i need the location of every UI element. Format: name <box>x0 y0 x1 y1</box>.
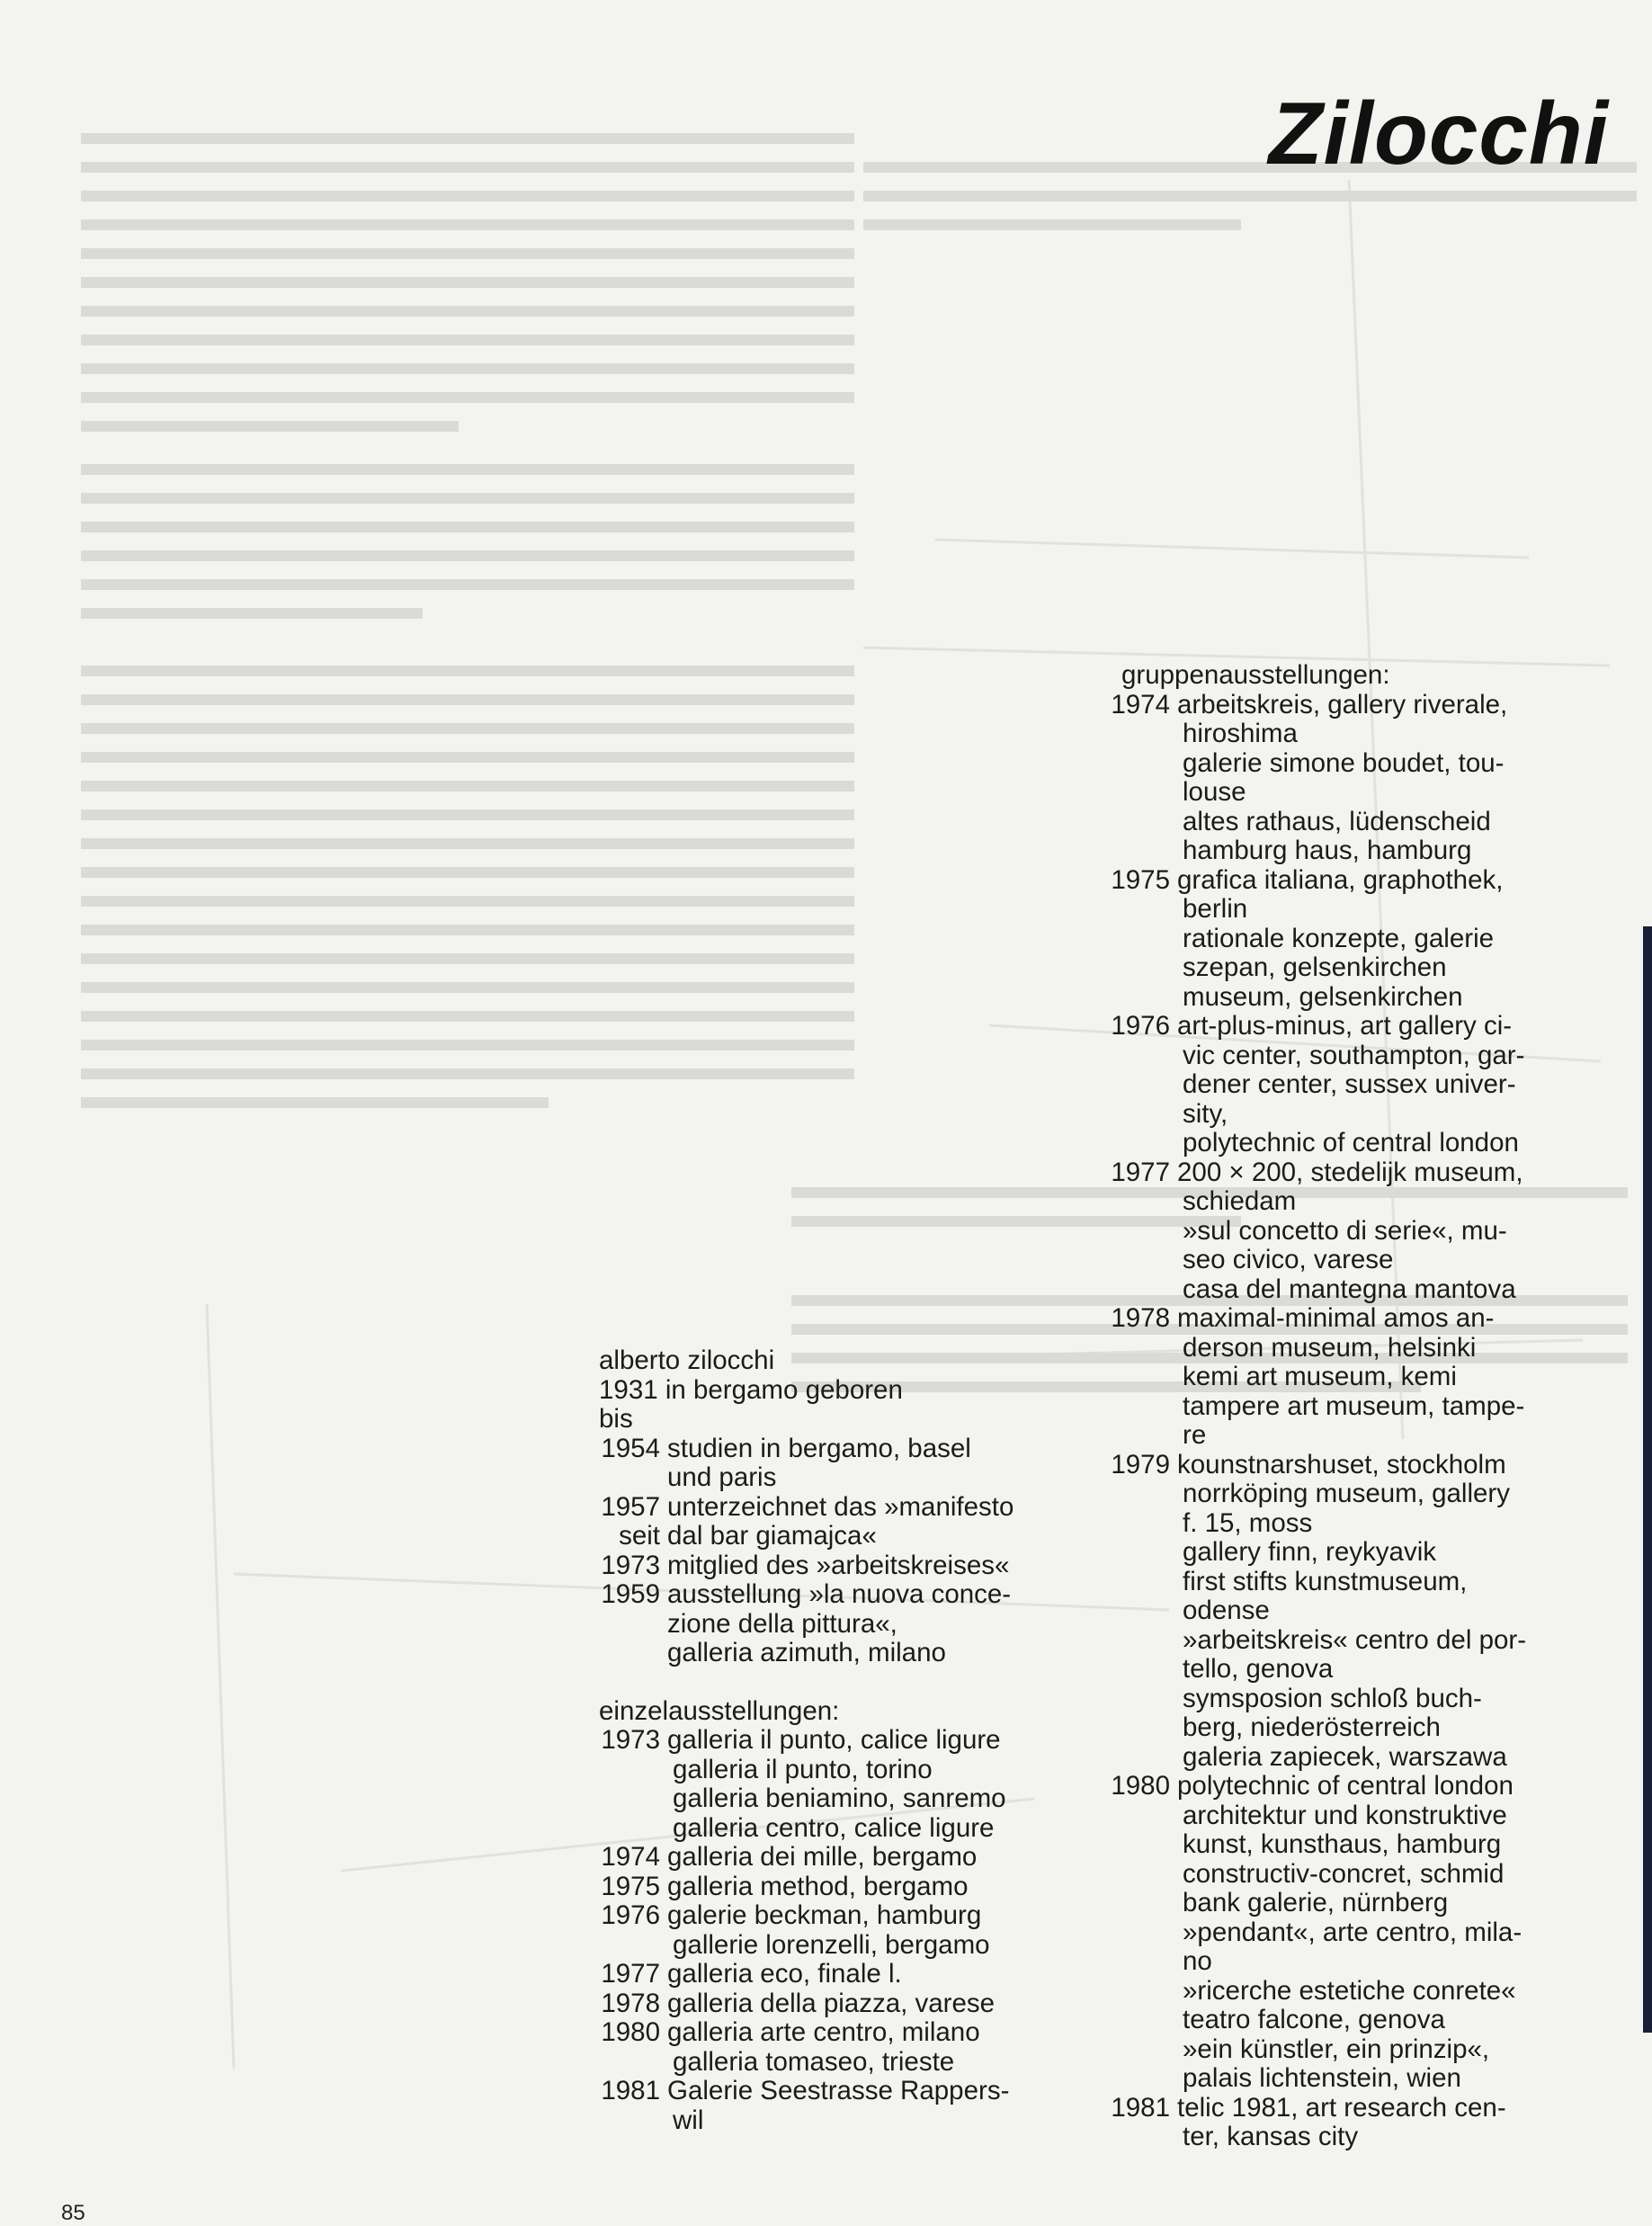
entry-text-line: no <box>1183 1946 1212 1976</box>
entry-year: 1973 <box>601 1550 660 1580</box>
entry-row <box>599 1901 1103 1960</box>
entry-row <box>1098 1304 1638 1451</box>
entry-text-line: bank galerie, nürnberg <box>1183 1888 1449 1918</box>
entry-lines <box>1177 1304 1524 1451</box>
entry-row <box>1098 866 1638 1013</box>
entry-text-line: re <box>1183 1420 1207 1450</box>
entry-lines <box>1177 866 1503 1013</box>
entry-lines <box>667 2077 1009 2135</box>
entry-lines <box>1177 691 1507 866</box>
entry-lines <box>667 1435 971 1493</box>
entry-text-line: 200 × 200, stedelijk museum, <box>1177 1157 1523 1187</box>
entry-lines <box>667 1551 1009 1581</box>
entry-year: 1975 <box>601 1871 660 1901</box>
entry-text-line: galleria dei mille, bergamo <box>667 1842 978 1872</box>
entry-year: 1954 <box>601 1433 660 1463</box>
entry-text-line: architektur und konstruktive <box>1183 1800 1507 1830</box>
entry-text-line: »arbeitskreis« centro del por- <box>1183 1624 1527 1655</box>
entry-year: 1978 <box>601 1988 660 2018</box>
entry-text-line: symsposion schloß buch- <box>1183 1683 1482 1713</box>
entry-year: 1980 <box>601 2017 660 2047</box>
entry-year: 1978 <box>1111 1303 1170 1333</box>
entry-text-line: teatro falcone, genova <box>1183 2005 1445 2034</box>
show-through-lines <box>81 126 854 1124</box>
entry-text-line: rationale konzepte, galerie <box>1183 923 1495 953</box>
entry-row <box>599 1435 1103 1493</box>
entry-text-line: kounstnarshuset, stockholm <box>1177 1449 1506 1480</box>
entry-text-line: »sul concetto di serie«, mu- <box>1183 1215 1507 1246</box>
entry-text-line: telic 1981, art research cen- <box>1177 2092 1506 2123</box>
entry-text-line: Galerie Seestrasse Rappers- <box>667 2076 1010 2105</box>
entry-text-line: galeria zapiecek, warszawa <box>1183 1741 1507 1772</box>
entry-row <box>1098 2094 1638 2152</box>
entry-text-line: casa del mantegna mantova <box>1183 1274 1516 1304</box>
entry-text-line: first stifts kunstmuseum, <box>1183 1566 1468 1596</box>
entry-text-line: galleria centro, calice ligure <box>673 1812 995 1843</box>
entry-year: seit <box>619 1521 660 1551</box>
entry-year: 1974 <box>1111 689 1170 720</box>
entry-text-line: galleria il punto, torino <box>673 1754 933 1784</box>
entry-year: 1981 <box>1111 2092 1170 2123</box>
entry-text-line: arbeitskreis, gallery riverale, <box>1177 689 1508 720</box>
entry-text-line: berg, niederösterreich <box>1183 1712 1441 1742</box>
entry-text-line: palais lichtenstein, wien <box>1183 2063 1461 2093</box>
entry-lines <box>667 2018 980 2077</box>
page-number: 85 <box>61 2201 85 2225</box>
entry-text-line: galleria tomaseo, trieste <box>673 2046 955 2077</box>
entry-year: 1975 <box>1111 864 1170 895</box>
solo-exhibitions-heading: einzelausstellungen: <box>599 1695 840 1726</box>
entry-year: 1981 <box>601 2076 660 2105</box>
entry-text-line: »ricerche estetiche conrete« <box>1183 1975 1516 2006</box>
entry-text-line: maximal-minimal amos an- <box>1177 1303 1495 1333</box>
entry-text-line: zione della pittura«, <box>667 1608 897 1639</box>
entry-text-line: ausstellung »la nuova conce- <box>667 1579 1012 1609</box>
show-through-text-left <box>81 126 854 1124</box>
entry-text-line: art-plus-minus, art gallery ci- <box>1177 1011 1513 1041</box>
entry-row <box>1098 1772 1638 2094</box>
entry-text-line: altes rathaus, lüdenscheid <box>1183 806 1491 836</box>
entry-text-line: louse <box>1183 777 1246 807</box>
entry-lines <box>667 1989 995 2019</box>
entry-text-line: kunst, kunsthaus, hamburg <box>1183 1829 1502 1859</box>
entry-row <box>599 1989 1103 2019</box>
entry-lines <box>667 1726 1006 1843</box>
entry-text-line: szepan, gelsenkirchen <box>1183 952 1447 982</box>
entry-lines <box>667 1901 990 1960</box>
entry-text-line: schiedam <box>1183 1186 1297 1216</box>
entry-text-line: berlin <box>1183 894 1248 924</box>
entry-text-line: constructiv-concret, schmid <box>1183 1858 1505 1889</box>
entry-lines <box>667 1580 1011 1668</box>
entry-year: 1977 <box>1111 1157 1170 1187</box>
entry-text-line: galleria il punto, calice ligure <box>667 1725 1001 1755</box>
group-exhibitions-list <box>1098 691 1638 2152</box>
entry-text-line: »ein künstler, ein prinzip«, <box>1183 2034 1490 2064</box>
entry-lines <box>667 1960 902 1989</box>
biography-list <box>599 1435 1103 1668</box>
entry-text-line: sity, <box>1183 1098 1228 1129</box>
entry-text-line: und paris <box>667 1462 777 1492</box>
entry-lines <box>1177 1772 1522 2094</box>
entry-text-line: hiroshima <box>1183 719 1298 748</box>
entry-text-line: galleria method, bergamo <box>667 1871 969 1901</box>
entry-text-line: polytechnic of central london <box>1177 1771 1514 1801</box>
entry-text-line: polytechnic of central london <box>1183 1128 1519 1158</box>
entry-text-line: galerie simone boudet, tou- <box>1183 747 1505 778</box>
page-title: Zilocchi <box>1268 84 1609 183</box>
entry-row <box>1098 691 1638 866</box>
entry-text-line: wil <box>673 2105 704 2135</box>
entry-row <box>599 1580 1103 1668</box>
entry-year: 1980 <box>1111 1771 1170 1801</box>
entry-text-line: seo civico, varese <box>1183 1245 1394 1274</box>
entry-row <box>1098 1158 1638 1305</box>
entry-lines <box>1177 1012 1524 1158</box>
entry-row <box>599 2018 1103 2077</box>
entry-text-line: galerie beckman, hamburg <box>667 1900 982 1930</box>
entry-row <box>599 2077 1103 2135</box>
entry-row <box>599 1551 1103 1581</box>
entry-lines <box>667 1843 977 1873</box>
bio-header-line: 1931 in bergamo geboren <box>599 1374 903 1405</box>
entry-text-line: ter, kansas city <box>1183 2122 1359 2151</box>
entry-row <box>1098 1451 1638 1773</box>
entry-year: 1957 <box>601 1491 660 1522</box>
entry-text-line: galleria arte centro, milano <box>667 2017 980 2047</box>
entry-text-line: odense <box>1183 1596 1270 1625</box>
entry-lines <box>667 1522 877 1551</box>
bio-header-line: alberto zilocchi <box>599 1345 775 1375</box>
entry-year: 1977 <box>601 1959 660 1989</box>
entry-row <box>599 1522 1103 1551</box>
biography-column <box>599 1346 1103 2135</box>
entry-text-line: f. 15, moss <box>1183 1507 1313 1538</box>
entry-text-line: derson museum, helsinki <box>1183 1332 1477 1363</box>
entry-text-line: gallerie lorenzelli, bergamo <box>673 1929 990 1960</box>
entry-lines <box>1177 1158 1523 1305</box>
entry-text-line: tello, genova <box>1183 1654 1334 1684</box>
entry-text-line: mitglied des »arbeitskreises« <box>667 1550 1010 1580</box>
entry-lines <box>1177 1451 1526 1773</box>
group-exhibitions-heading: gruppenausstellungen: <box>1121 660 1390 690</box>
entry-row <box>1098 1012 1638 1158</box>
entry-text-line: museum, gelsenkirchen <box>1183 981 1463 1012</box>
entry-text-line: studien in bergamo, basel <box>667 1433 971 1463</box>
entry-row <box>599 1493 1103 1523</box>
bio-header-line: bis <box>599 1404 633 1434</box>
entry-text-line: galleria eco, finale l. <box>667 1959 902 1989</box>
entry-year: 1974 <box>601 1842 660 1872</box>
entry-text-line: galleria azimuth, milano <box>667 1638 946 1667</box>
entry-year: 1976 <box>601 1900 660 1930</box>
entry-text-line: norrköping museum, gallery <box>1183 1479 1510 1508</box>
entry-lines <box>667 1493 1014 1523</box>
entry-lines <box>667 1873 969 1902</box>
entry-year: 1959 <box>601 1579 660 1609</box>
entry-row <box>599 1843 1103 1873</box>
group-exhibitions-column <box>1098 661 1638 2152</box>
entry-year: 1976 <box>1111 1011 1170 1041</box>
entry-text-line: dener center, sussex univer- <box>1183 1069 1516 1099</box>
entry-text-line: galleria della piazza, varese <box>667 1988 996 2018</box>
solo-exhibitions-list <box>599 1726 1103 2135</box>
entry-row <box>599 1960 1103 1989</box>
entry-text-line: vic center, southampton, gar- <box>1183 1040 1525 1070</box>
entry-row <box>599 1726 1103 1843</box>
entry-text-line: grafica italiana, graphothek, <box>1177 864 1504 895</box>
entry-text-line: gallery finn, reykyavik <box>1183 1537 1436 1567</box>
entry-text-line: galleria beniamino, sanremo <box>673 1783 1006 1813</box>
entry-year: 1973 <box>601 1725 660 1755</box>
entry-year: 1979 <box>1111 1449 1170 1480</box>
entry-text-line: »pendant«, arte centro, mila- <box>1183 1917 1523 1947</box>
entry-row <box>599 1873 1103 1902</box>
entry-text-line: dal bar giamajca« <box>667 1521 877 1551</box>
entry-text-line: tampere art museum, tampe- <box>1183 1390 1525 1421</box>
entry-text-line: hamburg haus, hamburg <box>1183 836 1472 865</box>
entry-text-line: unterzeichnet das »manifesto <box>667 1491 1014 1522</box>
entry-text-line: kemi art museum, kemi <box>1183 1362 1457 1391</box>
entry-lines <box>1177 2094 1506 2152</box>
page-edge-tab <box>1643 926 1652 2033</box>
